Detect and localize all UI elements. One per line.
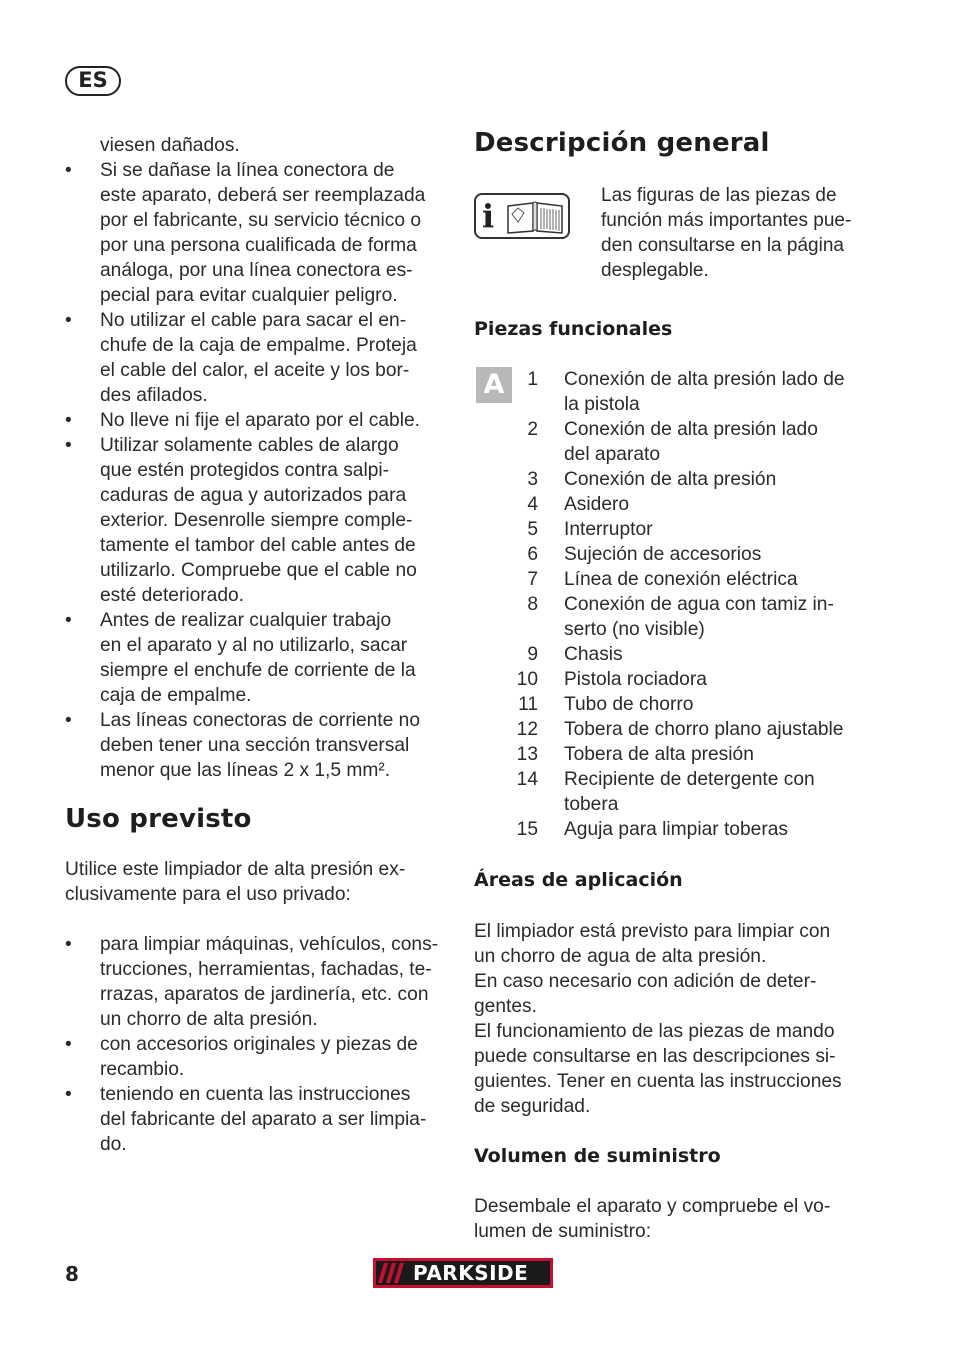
part-number: 10	[516, 669, 538, 690]
text-line: análoga, por una línea conectora es-	[100, 260, 413, 281]
text-line: del aparato	[564, 444, 661, 465]
text-line: guientes. Tener en cuenta las instrucciones	[474, 1071, 842, 1092]
text-line: un chorro de agua de alta presión.	[474, 946, 767, 967]
part-number: 15	[516, 819, 538, 840]
text-line: utilizarlo. Compruebe que el cable no	[100, 560, 417, 581]
language-badge: ES	[65, 66, 121, 96]
text-line: En caso necesario con adición de deter-	[474, 971, 817, 992]
text-line: den consultarse en la página	[601, 235, 844, 256]
text-line: por una persona cualificada de forma	[100, 235, 417, 256]
text-line: de seguridad.	[474, 1096, 591, 1117]
text-line: clusivamente para el uso privado:	[65, 884, 351, 905]
bullet-item	[65, 158, 450, 308]
info-note	[474, 183, 864, 283]
text-line: rrazas, aparatos de jardinería, etc. con	[100, 984, 429, 1005]
text-line: • con accesorios originales y piezas de	[100, 1034, 418, 1055]
part-item	[474, 567, 864, 592]
text-line: • Las líneas conectoras de corriente no	[100, 710, 420, 731]
piezas-funcionales-heading: Piezas funcionales	[474, 318, 673, 340]
figure-a-badge: A	[476, 367, 512, 403]
part-item	[474, 492, 864, 517]
text-line: pecial para evitar cualquier peligro.	[100, 285, 398, 306]
text-line: El funcionamiento de las piezas de mando	[474, 1021, 835, 1042]
text-line: • Antes de realizar cualquier trabajo	[100, 610, 392, 631]
text-line: lumen de suministro:	[474, 1221, 652, 1242]
text-line: el cable del calor, el aceite y los bor-	[100, 360, 410, 381]
part-item	[474, 667, 864, 692]
text-line: El limpiador está previsto para limpiar con	[474, 921, 831, 942]
text-line: gentes.	[474, 996, 537, 1017]
text-line: tamente el tambor del cable antes de	[100, 535, 416, 556]
text-line: Pistola rociadora	[564, 669, 707, 690]
part-number: 3	[527, 469, 538, 490]
safety-bullet-list	[65, 158, 450, 783]
bullet-item	[65, 433, 450, 608]
text-line: trucciones, herramientas, fachadas, te-	[100, 959, 432, 980]
text-line: • Utilizar solamente cables de alargo	[100, 435, 399, 456]
text-line: deben tener una sección transversal	[100, 735, 410, 756]
part-number: 11	[518, 694, 538, 715]
text-line: Utilice este limpiador de alta presión ex-	[65, 859, 406, 880]
text-line: Tubo de chorro	[564, 694, 694, 715]
part-item	[474, 692, 864, 717]
left-column	[65, 133, 450, 1157]
text-line: tobera	[564, 794, 619, 815]
text-line: por el fabricante, su servicio técnico o	[100, 210, 422, 231]
part-number: 7	[527, 569, 538, 590]
volumen-suministro-text	[474, 1194, 864, 1244]
bullet-item	[65, 708, 450, 783]
part-number: 4	[527, 494, 538, 515]
part-number: 6	[527, 544, 538, 565]
text-line: des afilados.	[100, 385, 208, 406]
parts-list	[474, 367, 864, 842]
part-item	[474, 642, 864, 667]
text-line: serto (no visible)	[564, 619, 705, 640]
text-line: Asidero	[564, 494, 630, 515]
text-line: Las figuras de las piezas de	[601, 185, 837, 206]
text-line: desplegable.	[601, 260, 709, 281]
text-line: Sujeción de accesorios	[564, 544, 762, 565]
text-line: Interruptor	[564, 519, 653, 540]
text-line: • No lleve ni fije el aparato por el cable.	[100, 410, 420, 431]
text-line: en el aparato y al no utilizarlo, sacar	[100, 635, 408, 656]
text-line: del fabricante del aparato a ser limpia-	[100, 1109, 427, 1130]
text-line: Chasis	[564, 644, 623, 665]
bullet-item	[65, 308, 450, 408]
text-line: la pistola	[564, 394, 640, 415]
descripcion-general-heading: Descripción general	[474, 128, 770, 158]
part-item	[474, 817, 864, 842]
text-line: Tobera de alta presión	[564, 744, 754, 765]
areas-aplicacion-text	[474, 919, 864, 1119]
text-line: esté deteriorado.	[100, 585, 244, 606]
uso-previsto-heading: Uso previsto	[65, 804, 252, 834]
right-column	[474, 125, 864, 1244]
part-number: 9	[527, 644, 538, 665]
part-number: 13	[516, 744, 538, 765]
text-line: que estén protegidos contra salpi-	[100, 460, 390, 481]
part-item	[474, 717, 864, 742]
continuation-text: viesen dañados.	[100, 135, 240, 156]
part-number: 1	[527, 369, 538, 390]
text-line: Conexión de alta presión	[564, 469, 777, 490]
bullet-item	[65, 932, 450, 1032]
part-number: 12	[516, 719, 538, 740]
part-item	[474, 592, 864, 642]
bullet-item	[65, 1032, 450, 1082]
part-item	[474, 742, 864, 767]
text-line: Desembale el aparato y compruebe el vo-	[474, 1196, 831, 1217]
bullet-item	[65, 1082, 450, 1157]
text-line: siempre el enchufe de corriente de la	[100, 660, 416, 681]
part-number: 2	[527, 419, 538, 440]
text-line: caduras de agua y autorizados para	[100, 485, 407, 506]
info-book-icon: i	[474, 193, 570, 239]
parkside-logo	[373, 1258, 553, 1288]
bullet-item	[65, 608, 450, 708]
text-line: Conexión de alta presión lado de	[564, 369, 845, 390]
part-item	[474, 767, 864, 817]
uso-previsto-bullet-list	[65, 932, 450, 1157]
text-line: exterior. Desenrolle siempre comple-	[100, 510, 413, 531]
areas-aplicacion-heading: Áreas de aplicación	[474, 869, 683, 891]
text-line: • teniendo en cuenta las instrucciones	[100, 1084, 411, 1105]
text-line: caja de empalme.	[100, 685, 252, 706]
text-line: este aparato, deberá ser reemplazada	[100, 185, 426, 206]
text-line: Aguja para limpiar toberas	[564, 819, 788, 840]
part-item	[474, 467, 864, 492]
info-note-text	[601, 183, 866, 283]
part-number: 14	[516, 769, 538, 790]
bullet-item	[65, 408, 450, 433]
text-line: • No utilizar el cable para sacar el en-	[100, 310, 407, 331]
text-line: • Si se dañase la línea conectora de	[100, 160, 395, 181]
text-line: función más importantes pue-	[601, 210, 852, 231]
part-number: 8	[527, 594, 538, 615]
text-line: menor que las líneas 2 x 1,5 mm².	[100, 760, 391, 781]
text-line: Tobera de chorro plano ajustable	[564, 719, 844, 740]
text-line: Recipiente de detergente con	[564, 769, 815, 790]
text-line: • para limpiar máquinas, vehículos, cons-	[100, 934, 439, 955]
part-item	[474, 367, 864, 417]
text-line: recambio.	[100, 1059, 185, 1080]
text-line: Conexión de agua con tamiz in-	[564, 594, 834, 615]
text-line: chufe de la caja de empalme. Proteja	[100, 335, 417, 356]
text-line: Línea de conexión eléctrica	[564, 569, 798, 590]
text-line: puede consultarse en las descripciones si-	[474, 1046, 836, 1067]
text-line: Conexión de alta presión lado	[564, 419, 818, 440]
brand-name: PARKSIDE	[413, 1261, 529, 1285]
uso-previsto-intro	[65, 857, 450, 907]
part-item	[474, 542, 864, 567]
volumen-suministro-heading: Volumen de suministro	[474, 1145, 721, 1167]
part-item	[474, 517, 864, 542]
page-number: 8	[65, 1262, 79, 1286]
text-line: un chorro de alta presión.	[100, 1009, 318, 1030]
part-item	[474, 417, 864, 467]
part-number: 5	[527, 519, 538, 540]
text-line: do.	[100, 1134, 127, 1155]
